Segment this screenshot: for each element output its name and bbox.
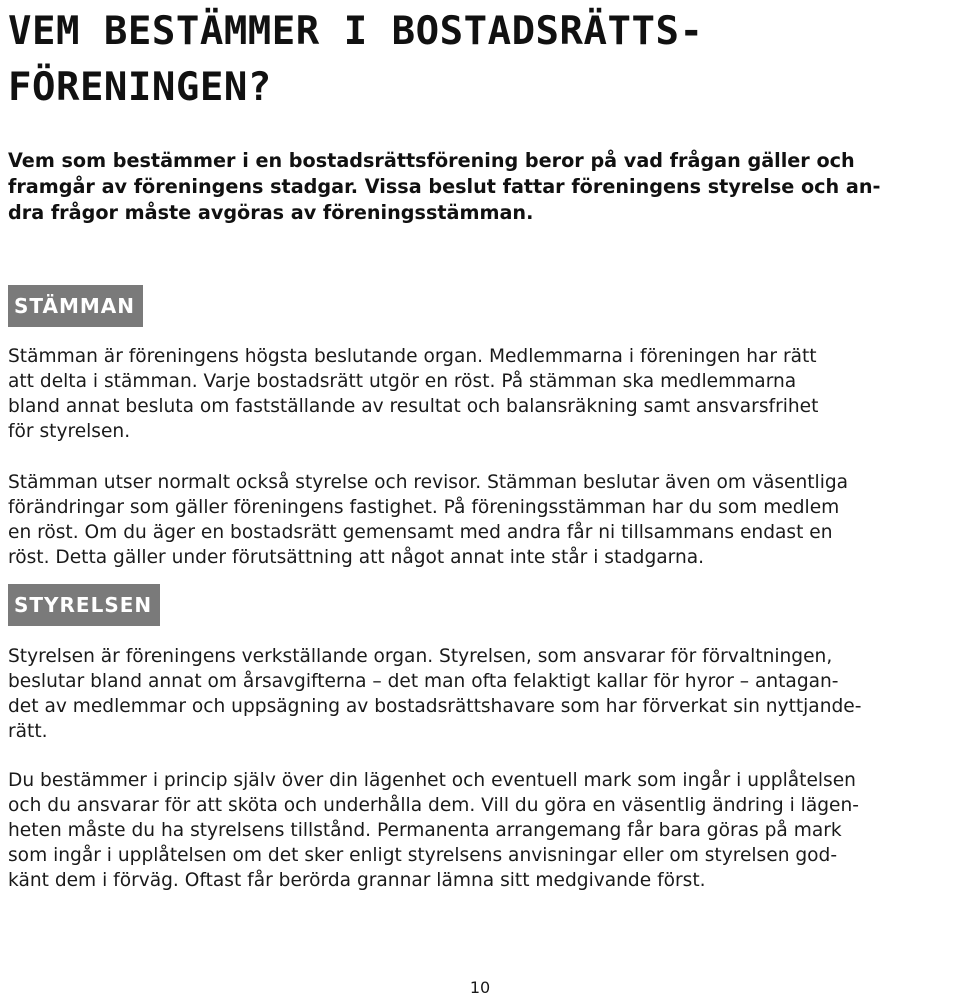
text-line: känt dem i förväg. Oftast får berörda grannar lämna sitt medgivande först. xyxy=(8,870,706,891)
text-line: som ingår i upplåtelsen om det sker enligt styrelsens anvisningar eller om styrelsen god- xyxy=(8,845,838,866)
text-line: en röst. Om du äger en bostadsrätt gemensamt med andra får ni tillsammans endast en xyxy=(8,522,833,543)
intro-line: Vem som bestämmer i en bostadsrättsförening beror på vad frågan gäller och xyxy=(8,149,855,172)
stamman-paragraph-2 xyxy=(8,470,848,570)
title-line-2: FÖRENINGEN? xyxy=(8,65,272,110)
document-page xyxy=(8,0,952,891)
section-heading-stamman: STÄMMAN xyxy=(8,285,143,327)
stamman-paragraph-1 xyxy=(8,344,818,444)
intro-paragraph xyxy=(8,148,952,226)
text-line: beslutar bland annat om årsavgifterna – det man ofta felaktigt kallar för hyror – antagan- xyxy=(8,671,839,692)
text-line: att delta i stämman. Varje bostadsrätt utgör en röst. På stämman ska medlemmarna xyxy=(8,371,797,392)
text-line: förändringar som gäller föreningens fastighet. På föreningsstämman har du som medlem xyxy=(8,497,840,518)
text-line: bland annat besluta om fastställande av resultat och balansräkning samt ansvarsfrihet xyxy=(8,396,819,417)
intro-line: dra frågor måste avgöras av föreningsstämman. xyxy=(8,201,534,224)
text-line: röst. Detta gäller under förutsättning att något annat inte står i stadgarna. xyxy=(8,547,705,568)
text-line: och du ansvarar för att sköta och underhålla dem. Vill du göra en väsentlig ändring i lägen- xyxy=(8,795,859,816)
text-line: Stämman är föreningens högsta beslutande organ. Medlemmarna i föreningen har rätt xyxy=(8,346,817,367)
text-line: Stämman utser normalt också styrelse och revisor. Stämman beslutar även om väsentliga xyxy=(8,472,849,493)
text-line: Du bestämmer i princip själv över din lägenhet och eventuell mark som ingår i upplåtelsen xyxy=(8,770,856,791)
styrelsen-paragraph-2 xyxy=(8,768,859,893)
text-line: heten måste du ha styrelsens tillstånd. Permanenta arrangemang får bara göras på mark xyxy=(8,820,842,841)
title-line-1: VEM BESTÄMMER I BOSTADSRÄTTS- xyxy=(8,9,704,54)
text-line: Styrelsen är föreningens verkställande organ. Styrelsen, som ansvarar för förvaltningen, xyxy=(8,646,833,667)
section-heading-styrelsen: STYRELSEN xyxy=(8,584,160,626)
intro-line: framgår av föreningens stadgar. Vissa beslut fattar föreningens styrelse och an- xyxy=(8,175,881,198)
text-line: det av medlemmar och uppsägning av bostadsrättshavare som har förverkat sin nyttjande- xyxy=(8,696,862,717)
text-line: för styrelsen. xyxy=(8,421,131,442)
page-title xyxy=(8,0,952,116)
styrelsen-paragraph-1 xyxy=(8,644,861,744)
page-number: 10 xyxy=(469,978,491,997)
text-line: rätt. xyxy=(8,721,48,742)
